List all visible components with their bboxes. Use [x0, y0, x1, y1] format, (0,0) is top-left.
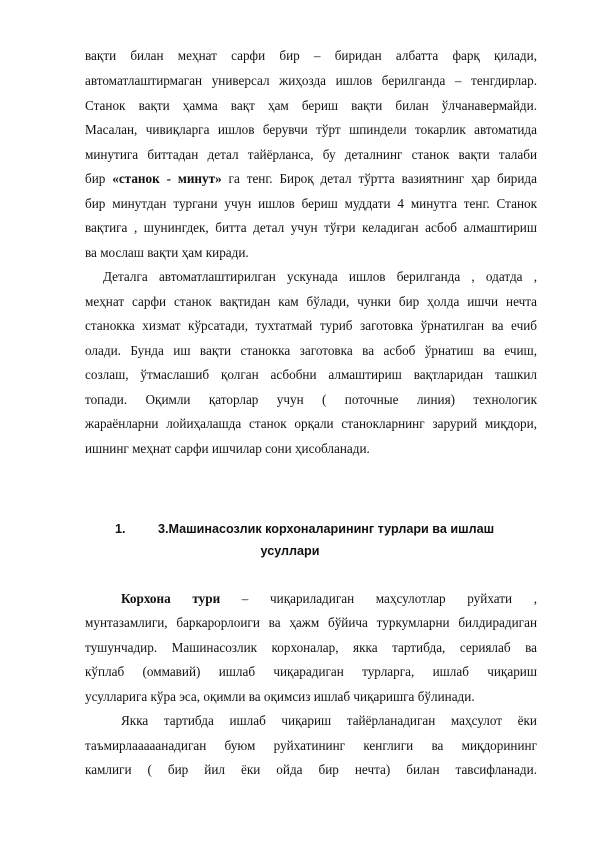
text-line: Деталга автоматлаштирилган ускунада ишлов берилганда , одатда ,: [103, 269, 537, 284]
text-line: ишнинг меҳнат сарфи ишчилар сони ҳисобланади.: [85, 441, 370, 456]
text-line: таъмирлааааанадиган буюм руйхатининг кенглиги ва миқдорининг: [85, 738, 537, 753]
text-line: кўплаб (оммавий) ишлаб чиқарадиган турларга, ишлаб чиқариш: [85, 664, 537, 679]
text-line: Масалан, чивиқларга ишлов берувчи тўрт шпиндели токарлик автоматида: [85, 122, 537, 137]
text-line: ва мослаш вақти ҳам киради.: [85, 245, 249, 260]
text-line: камлиги ( бир йил ёки ойда бир нечта) билан тавсифланади.: [85, 762, 537, 777]
text-run: га тенг. Бироқ детал тўртта вазиятнинг ҳар бирида: [221, 171, 537, 186]
text-line: меҳнат сарфи станок вақтидан кам бўлади, чунки бир ҳолда ишчи нечта: [85, 294, 537, 309]
text-line: созлаш, ўтмаслашиб қолган асбобни алмаштириш вақтларидан ташкил: [85, 367, 537, 382]
text-line: усулларига кўра эса, оқимли ва оқимсиз ишлаб чиқаришга бўлинади.: [85, 689, 475, 704]
text-line: тушунчадир. Машинасозлик корхоналар, якка тартибда, сериялаб ва: [85, 640, 537, 655]
bold-term: «станок - минут»: [112, 171, 222, 186]
text-line: минутига биттадан детал тайёрланса, бу деталнинг станок вақти талаби: [85, 147, 537, 162]
text-line: Станок вақти ҳамма вақт ҳам бериш вақти билан ўлчанавермайди.: [85, 98, 537, 113]
text-line: вақтига , шунингдек, битта детал учун тўғри келадиган асбоб алмаштириш: [85, 220, 537, 235]
text-line: вақти билан меҳнат сарфи бир – биридан албатта фарқ қилади,: [85, 48, 537, 63]
text-line: [85, 170, 537, 188]
heading-title-line2: усуллари: [260, 544, 320, 558]
text-line: автоматлаштирмаган универсал жиҳозда ишлов берилганда – тенгдирлар.: [85, 73, 537, 88]
text-line: олади. Бунда иш вақти станокка заготовка ва асбоб ўрнатиш ва ечиш,: [85, 343, 537, 358]
text-line: [121, 590, 537, 608]
text-line: мунтазамлиги, баркарорлоиги ва ҳажм бўйича туркумларни билдирадиган: [85, 615, 537, 630]
heading-number: 1.: [115, 522, 126, 536]
text-line: жараёнларни лойиҳалашда станок орқали станокларнинг зарурий миқдори,: [85, 416, 537, 431]
text-run: бир: [85, 171, 113, 186]
text-line: бир минутдан тургани учун ишлов бериш муддати 4 минутга тенг. Станок: [85, 196, 537, 211]
bold-term: Корхона тури: [121, 591, 221, 606]
text-line: станокка хизмат кўрсатади, тухтатмай туриб заготовка ўрнатилган ва ечиб: [85, 318, 537, 333]
text-line: Якка тартибда ишлаб чиқариш тайёрланадиган маҳсулот ёки: [121, 713, 537, 728]
heading-title-line1: 3.Машинасозлик корхоналарининг турлари ва ишлаш: [158, 522, 495, 536]
text-line: топади. Оқимли қаторлар учун ( поточные линия) технологик: [85, 392, 537, 407]
text-run: – чиқариладиган маҳсулотлар руйхати ,: [220, 591, 537, 606]
